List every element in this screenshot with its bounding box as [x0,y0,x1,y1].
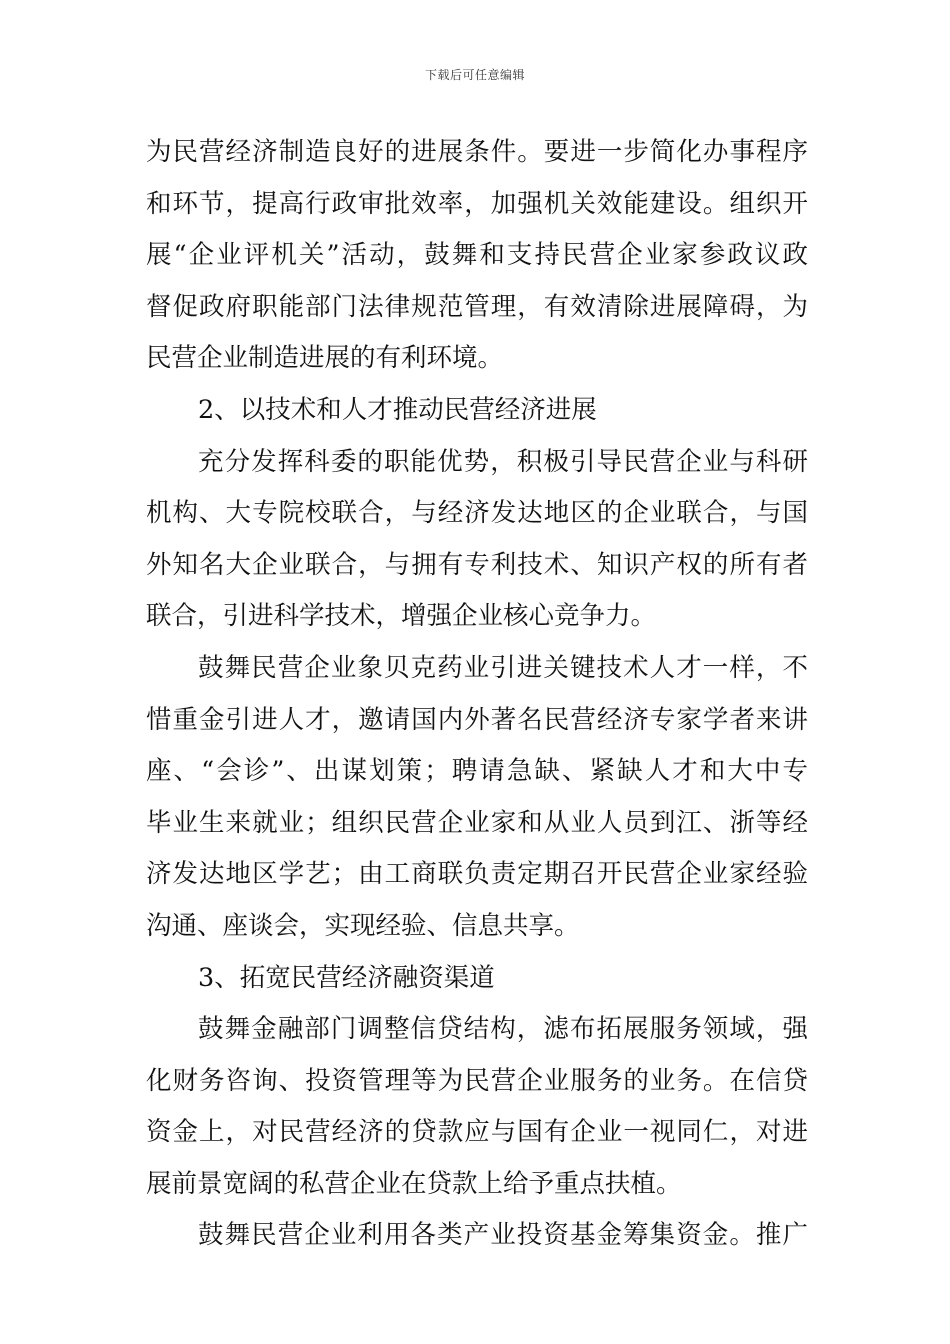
text-line: 外知名大企业联合，与拥有专利技术、知识产权的所有者 [146,549,808,580]
text-line: 督促政府职能部门法律规范管理，有效清除进展障碍，为 [146,291,808,322]
text-line: 民营企业制造进展的有利环境。 [146,343,504,374]
text-line: 机构、大专院校联合，与经济发达地区的企业联合，与国 [146,498,808,529]
text-line: 展“企业评机关”活动，鼓舞和支持民营企业家参政议政 [146,240,808,271]
paragraph-start: 鼓舞金融部门调整信贷结构，滤布拓展服务领域，强 [198,1014,808,1045]
paragraph-start: 鼓舞民营企业象贝克药业引进关键技术人才一样，不 [198,652,808,683]
text-line: 展前景宽阔的私营企业在贷款上给予重点扶植。 [146,1168,682,1199]
section-heading: 3、拓宽民营经济融资渠道 [198,962,495,993]
text-line: 座、“会诊”、出谋划策；聘请急缺、紧缺人才和大中专 [146,756,808,787]
document-body [146,127,808,1262]
page-header: 下载后可任意编辑 [424,68,525,82]
text-line: 联合，引进科学技术，增强企业核心竞争力。 [146,601,657,632]
text-line: 济发达地区学艺；由工商联负责定期召开民营企业家经验 [146,859,808,890]
section-heading: 2、以技术和人才推动民营经济进展 [198,394,597,425]
text-line: 为民营经济制造良好的进展条件。要进一步简化办事程序 [146,137,808,167]
text-line: 惜重金引进人才，邀请国内外著名民营经济专家学者来讲 [146,704,808,735]
text-line: 沟通、座谈会，实现经验、信息共享。 [146,910,580,941]
text-line: 和环节，提高行政审批效率，加强机关效能建设。组织开 [146,188,808,219]
paragraph-start: 鼓舞民营企业利用各类产业投资基金筹集资金。推广 [198,1220,808,1251]
text-line: 化财务咨询、投资管理等为民营企业服务的业务。在信贷 [146,1065,808,1096]
paragraph-start: 充分发挥科委的职能优势，积极引导民营企业与科研 [198,446,808,477]
text-line: 资金上，对民营经济的贷款应与国有企业一视同仁，对进 [146,1117,808,1148]
text-line: 毕业生来就业；组织民营企业家和从业人员到江、浙等经 [146,807,808,838]
